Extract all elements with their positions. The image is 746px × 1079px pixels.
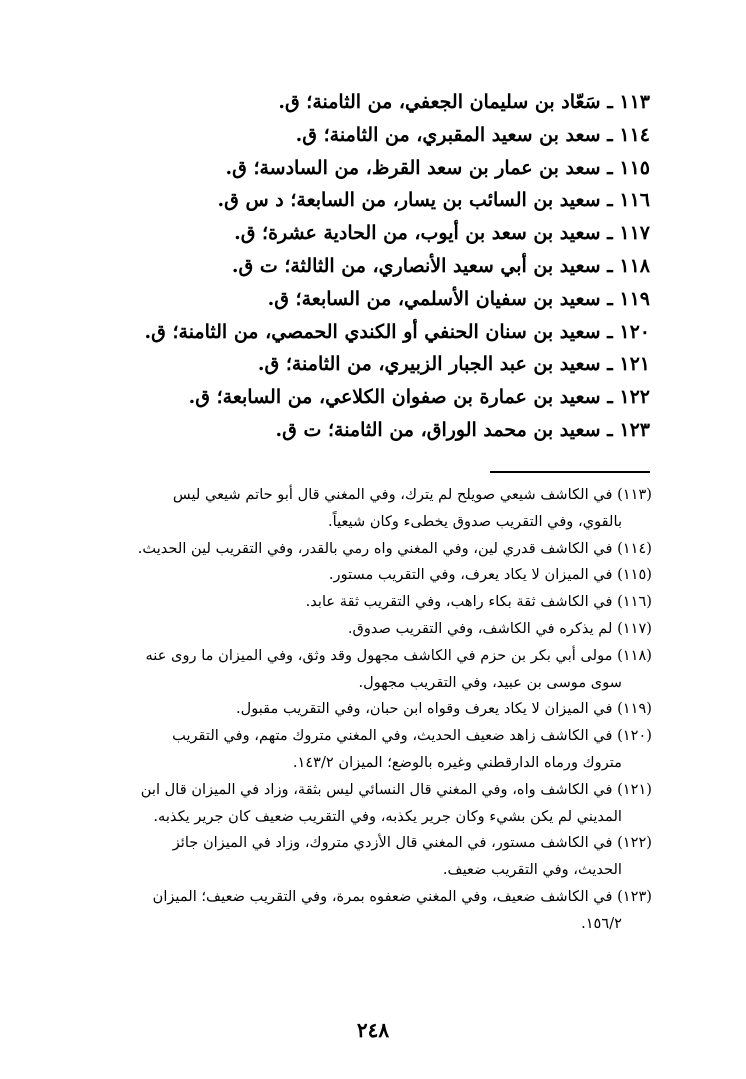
page-number: ٢٤٨ — [356, 1018, 390, 1042]
footnote-116 — [92, 589, 652, 616]
footnote-120-line1: (١٢٠) في الكاشف زاهد ضعيف الحديث، وفي المغني متروك متهم، وفي التقريب — [172, 727, 652, 745]
footnote-120-line2: متروك ورماه الدارقطني وغيره بالوضع؛ الميزان ١٤٣/٢. — [292, 753, 622, 771]
narrator-entries — [90, 86, 650, 447]
footnote-115-line1: (١١٥) في الميزان لا يكاد يعرف، وفي التقريب مستور. — [328, 566, 652, 584]
footnote-119-line1: (١١٩) في الميزان لا يكاد يعرف وقواه ابن حبان، وفي التقريب مقبول. — [235, 700, 652, 718]
footnote-123-line2: ١٥٦/٢. — [581, 914, 622, 932]
entry-120: ١٢٠ ـ سعيد بن سنان الحنفي أو الكندي الحمصي، من الثامنة؛ ق. — [144, 320, 650, 343]
entry-113: ١١٣ ـ سَعّاد بن سليمان الجعفي، من الثامنة؛ ق. — [278, 91, 650, 113]
footnote-119 — [92, 696, 652, 723]
footnote-113 — [92, 482, 652, 536]
entry-117: ١١٧ ـ سعيد بن سعد بن أيوب، من الحادية عشرة؛ ق. — [234, 222, 650, 245]
footnote-divider — [490, 471, 650, 473]
footnote-122-line2: الحديث، وفي التقريب ضعيف. — [442, 861, 622, 879]
entry-115: ١١٥ ـ سعد بن عمار بن سعد القرظ، من السادسة؛ ق. — [225, 156, 650, 179]
footnotes — [92, 482, 652, 938]
footnote-123-line1: (١٢٣) في الكاشف ضعيف، وفي المغني ضعفوه بمرة، وفي التقريب ضعيف؛ الميزان — [152, 887, 652, 905]
entry-119: ١١٩ ـ سعيد بن سفيان الأسلمي، من السابعة؛ ق. — [267, 287, 650, 310]
footnote-118-line2: سوى موسى بن عبيد، وفي التقريب مجهول. — [358, 673, 622, 691]
footnote-117 — [92, 616, 652, 643]
footnote-117-line1: (١١٧) لم يذكره في الكاشف، وفي التقريب صدوق. — [347, 619, 652, 637]
footnote-121-line2: المديني لم يكن بشيء وكان جرير يكذبه، وفي التقريب ضعيف كان جرير يكذبه. — [153, 807, 622, 825]
entry-116: ١١٦ ـ سعيد بن السائب بن يسار، من السابعة؛ د س ق. — [217, 189, 650, 212]
footnote-118-line1: (١١٨) مولى أبي بكر بن حزم في الكاشف مجهول وقد وثق، وفي الميزان ما روى عنه — [145, 646, 652, 664]
footnote-116-line1: (١١٦) في الكاشف ثقة بكاء راهب، وفي التقريب ثقة عابد. — [305, 593, 652, 611]
footnote-114-line1: (١١٤) في الكاشف قدري لين، وفي المغني واه رمي بالقدر، وفي التقريب لين الحديث. — [137, 539, 652, 557]
entry-118: ١١٨ ـ سعيد بن أبي سعيد الأنصاري، من الثالثة؛ ت ق. — [231, 254, 650, 277]
entry-122: ١٢٢ ـ سعيد بن عمارة بن صفوان الكلاعي، من السابعة؛ ق. — [188, 386, 650, 409]
footnote-120 — [92, 723, 652, 777]
footnote-113-line2: بالقوي، وفي التقريب صدوق يخطىء وكان شيعياً. — [328, 512, 622, 530]
entry-121: ١٢١ ـ سعيد بن عبد الجبار الزبيري، من الثامنة؛ ق. — [257, 353, 650, 376]
footnote-122-line1: (١٢٢) في الكاشف مستور، في المغني قال الأزدي متروك، وزاد في الميزان جائز — [172, 834, 652, 852]
footnote-123 — [92, 884, 652, 938]
entry-123: ١٢٣ ـ سعيد بن محمد الوراق، من الثامنة؛ ت ق. — [275, 418, 650, 441]
footnote-121-line1: (١٢١) في الكاشف واه، وفي المغني قال النسائي ليس بثقة، وزاد في الميزان قال ابن — [140, 780, 652, 798]
footnote-122 — [92, 830, 652, 884]
footnote-121 — [92, 777, 652, 831]
entry-114: ١١٤ ـ سعد بن سعيد المقبري، من الثامنة؛ ق. — [295, 123, 650, 146]
footnote-118 — [92, 643, 652, 697]
footnote-113-line1: (١١٣) في الكاشف شيعي صويلح لم يترك، وفي المغني قال أبو حاتم شيعي ليس — [172, 486, 652, 503]
footnote-114 — [92, 536, 652, 563]
footnote-115 — [92, 562, 652, 589]
